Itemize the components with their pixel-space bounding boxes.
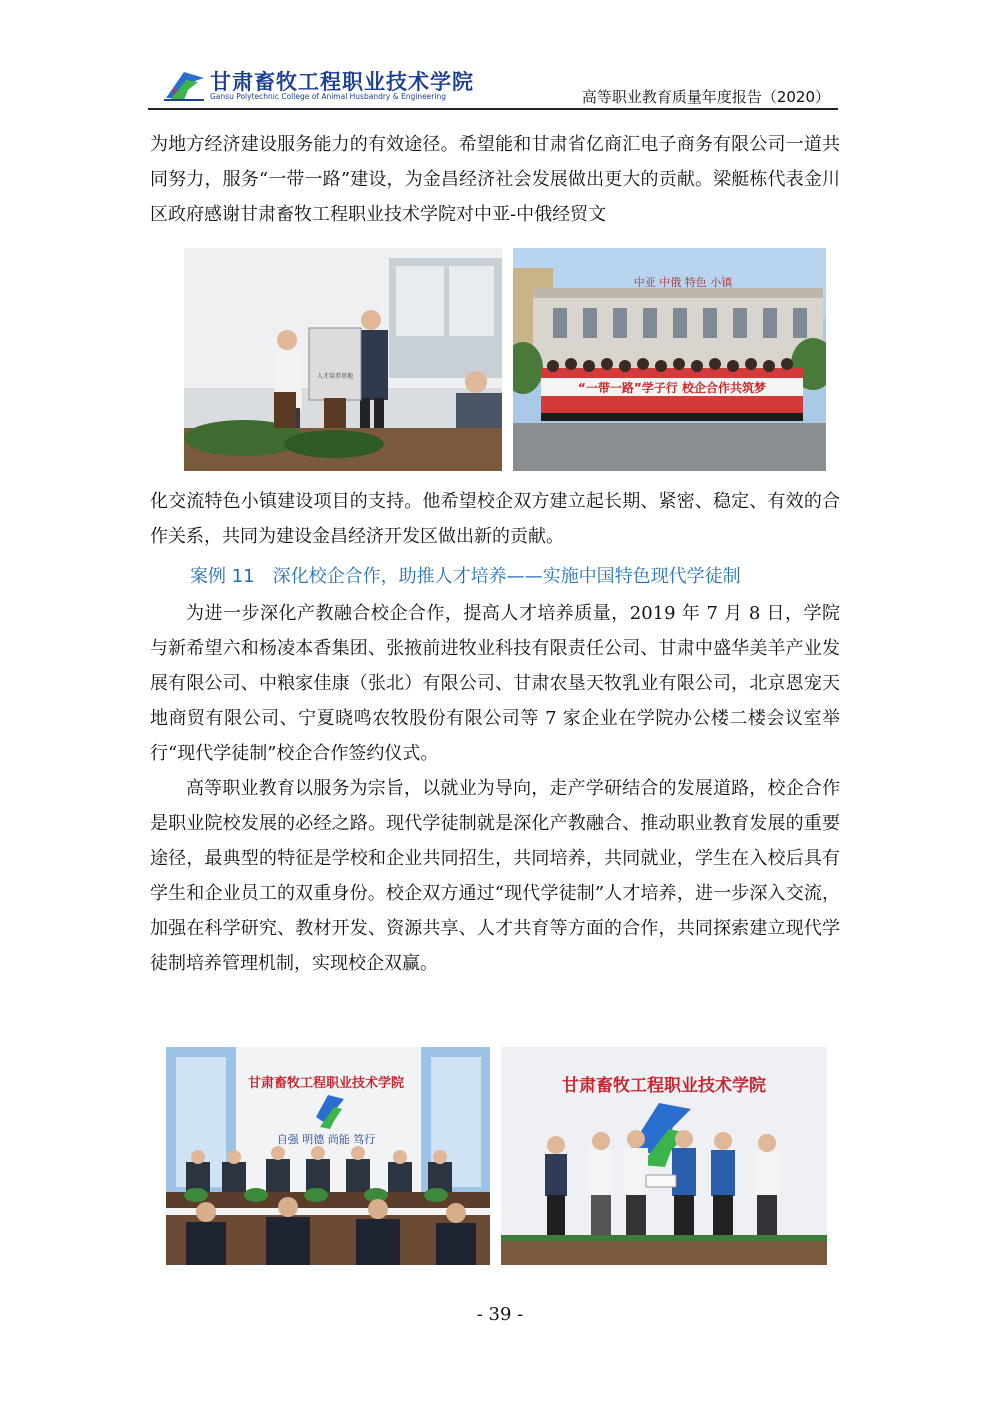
plaque-text: 人才培养基地 (316, 373, 354, 380)
college-name-cn: 甘肃畜牧工程职业技术学院 (210, 70, 474, 94)
case-body (150, 596, 840, 981)
page-number: - 39 - (476, 1304, 524, 1325)
signing-handshake-photo (501, 1047, 827, 1265)
students-banner-photo (513, 248, 826, 471)
case-paragraph-2: 高等职业教育以服务为宗旨，以就业为导向，走产学研结合的发展道路，校企合作是职业院校发展的必经之路。现代学徒制就是深化产教融合、推动职业教育发展的重要途径，最典型的特征是学校和企业共同招生，共同培养，共同就业，学生在入校后具有学生和企业员工的双重身份。校企双方通过“现代学徒制”人才培养，进一步深入交流，加强在科学研究、教材开发、资源共享、人才共育等方面的合作，共同探索建立现代学徒制培养管理机制，实现校企双赢。 (150, 778, 840, 974)
body-paragraph-top: 为地方经济建设服务能力的有效途径。希望能和甘肃省亿商汇电子商务有限公司一道共同努力，服务“一带一路”建设，为金昌经济社会发展做出更大的贡献。梁艇栋代表金川区政府感谢甘肃畜牧工程职业技术学院对中亚-中俄经贸文 (150, 134, 840, 225)
building-sign-text: 中亚 中俄 特色 小镇 (633, 276, 733, 289)
banner-text: “一带一路”学子行 校企合作共筑梦 (578, 381, 766, 395)
wall-title-1: 甘肃畜牧工程职业技术学院 (247, 1076, 405, 1091)
report-title: 高等职业教育质量年度报告（2020） (581, 88, 830, 106)
meeting-room-photo (166, 1047, 490, 1265)
wall-motto: 自强 明德 尚能 笃行 (276, 1133, 376, 1146)
body-paragraph-continued: 化交流特色小镇建设项目的支持。他希望校企双方建立起长期、紧密、稳定、有效的合作关系，共同为建设金昌经济开发区做出新的贡献。 (150, 491, 840, 547)
plaque-ceremony-photo (184, 248, 502, 471)
case-heading: 案例 11 深化校企合作，助推人才培养——实施中国特色现代学徒制 (190, 566, 741, 587)
svg-text:+: + (170, 86, 179, 97)
case-paragraph-1: 为进一步深化产教融合校企合作，提高人才培养质量，2019 年 7 月 8 日，学院与新希望六和杨凌本香集团、张掖前进牧业科技有限责任公司、甘肃中盛华美羊产业发展有限公司、中粮家佳康（张北）有限公司、甘肃农垦天牧乳业有限公司，北京恩宠天地商贸有限公司、宁夏晓鸣农牧股份有限公司等 7 家企业在学院办公楼二楼会议室举行“现代学徒制”校企合作签约仪式。 (150, 603, 840, 764)
header-rule (148, 108, 838, 110)
page-header (148, 62, 838, 110)
wall-title-2: 甘肃畜牧工程职业技术学院 (562, 1076, 766, 1096)
college-logo-icon (162, 68, 208, 104)
college-name-en: Gansu Polytechnic College of Animal Husbandry & Engineering (210, 92, 446, 101)
